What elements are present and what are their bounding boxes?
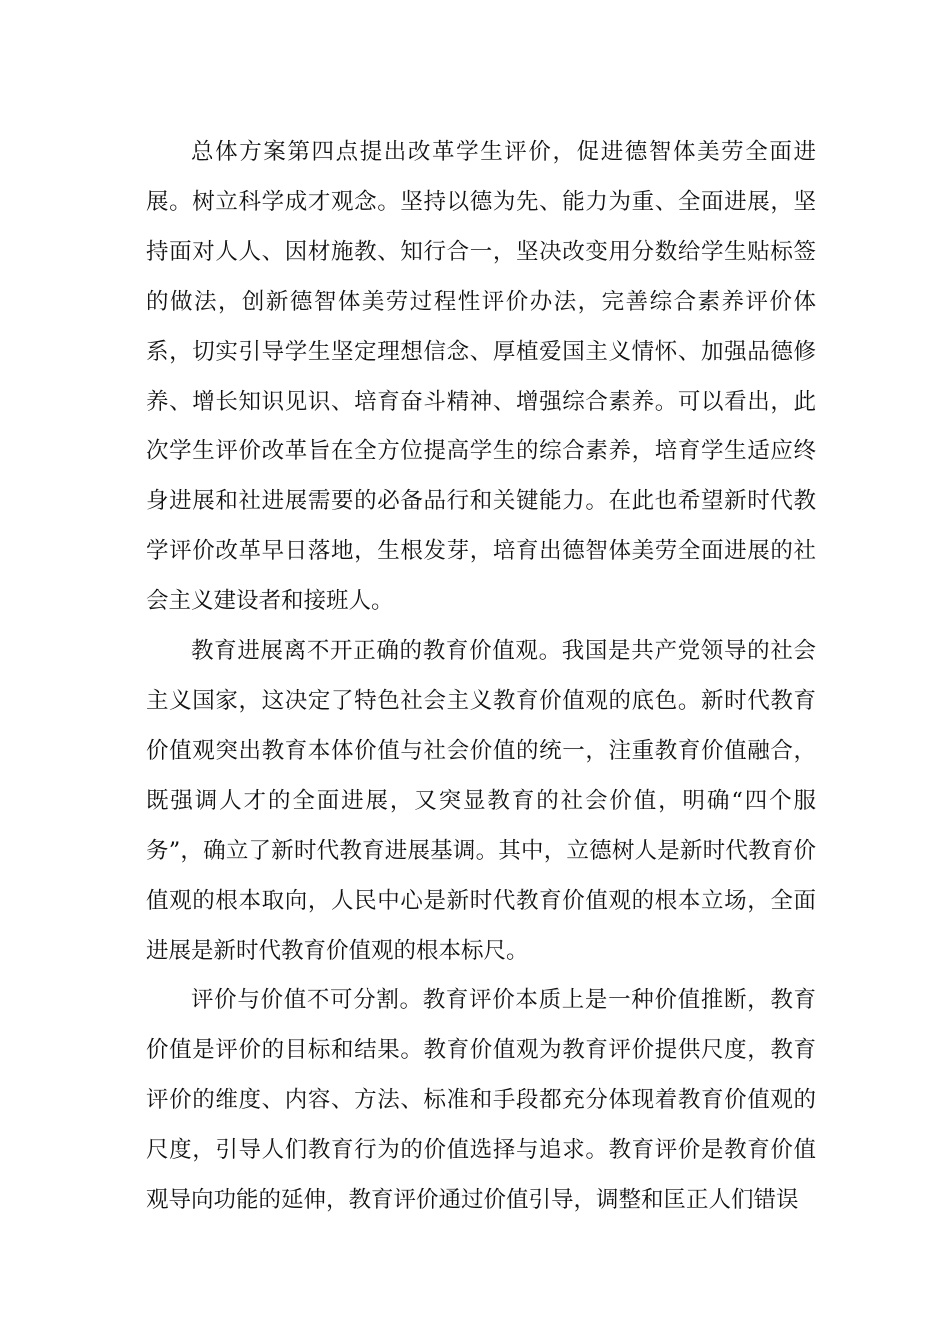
document-body bbox=[146, 128, 816, 1226]
paragraph-education-values: 教育进展离不开正确的教育价值观。我国是共产党领导的社会主义国家，这决定了特色社会主义教育价值观的底色。新时代教育价值观突出教育本体价值与社会价值的统一，注重教育价值融合，既强调人才的全面进展，又突显教育的社会价值，明确“四个服务”，确立了新时代教育进展基调。其中，立德树人是新时代教育价值观的根本取向，人民中心是新时代教育价值观的根本立场，全面进展是新时代教育价值观的根本标尺。 bbox=[146, 638, 816, 964]
paragraph-evaluation-and-value: 评价与价值不可分割。教育评价本质上是一种价值推断，教育价值是评价的目标和结果。教育价值观为教育评价提供尺度，教育评价的维度、内容、方法、标准和手段都充分体现着教育价值观的尺度，引导人们教育行为的价值选择与追求。教育评价是教育价值观导向功能的延伸，教育评价通过价值引导，调整和匡正人们错误 bbox=[146, 987, 816, 1214]
paragraph-student-evaluation-reform: 总体方案第四点提出改革学生评价，促进德智体美劳全面进展。树立科学成才观念。坚持以德为先、能力为重、全面进展，坚持面对人人、因材施教、知行合一，坚决改变用分数给学生贴标签的做法，创新德智体美劳过程性评价办法，完善综合素养评价体系，切实引导学生坚定理想信念、厚植爱国主义情怀、加强品德修养、增长知识见识、培育奋斗精神、增强综合素养。可以看出，此次学生评价改革旨在全方位提高学生的综合素养，培育学生适应终身进展和社进展需要的必备品行和关键能力。在此也希望新时代教学评价改革早日落地，生根发芽，培育出德智体美劳全面进展的社会主义建设者和接班人。 bbox=[146, 139, 816, 615]
